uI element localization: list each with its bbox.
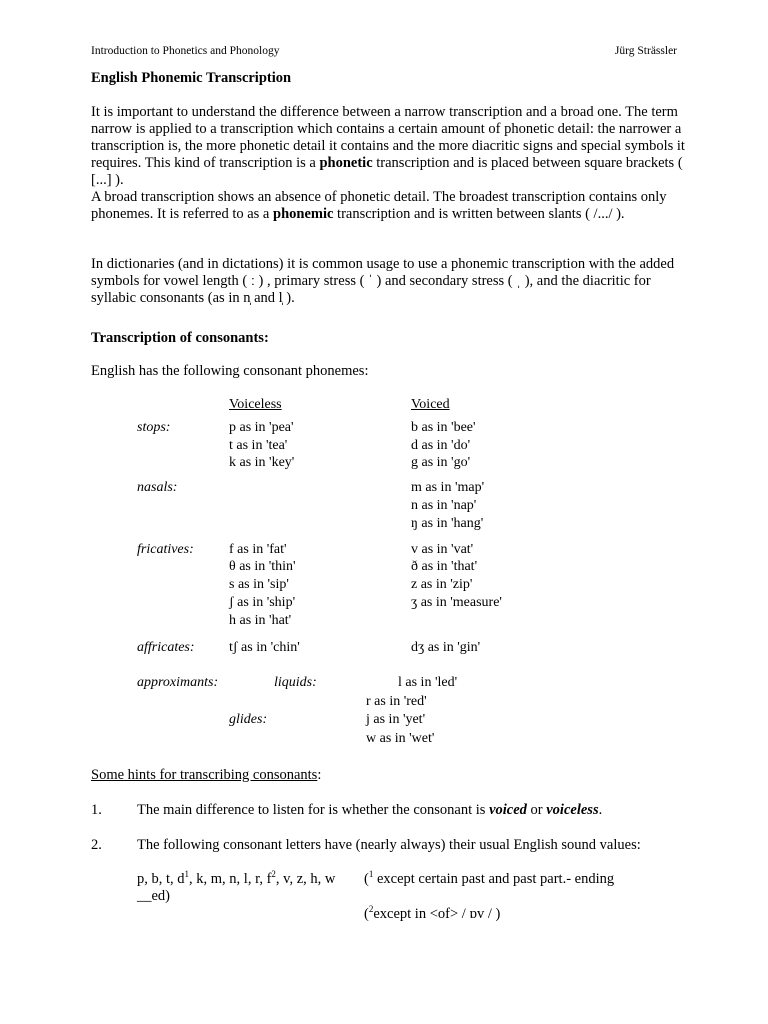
list-item: t as in 'tea' <box>229 438 288 453</box>
voiceless-term: voiceless <box>546 802 599 818</box>
list-item: z as in 'zip' <box>411 577 473 592</box>
list-item: p as in 'pea' <box>229 420 294 435</box>
list-item: k as in 'key' <box>229 455 295 470</box>
hints-heading-text: Some hints for transcribing consonants <box>91 767 318 783</box>
letters-part-a: p, b, t, d <box>137 871 185 887</box>
consonants-lead: English has the following consonant phonemes: <box>91 363 369 379</box>
column-header-voiceless: Voiceless <box>229 397 282 412</box>
list-item: dʒ as in 'gin' <box>411 640 481 655</box>
list-item: s as in 'sip' <box>229 577 289 592</box>
hint-item-2: The following consonant letters have (nearly always) their usual English sound values: <box>137 837 641 853</box>
page-title: English Phonemic Transcription <box>91 70 292 86</box>
phonemic-term: phonemic <box>273 206 334 222</box>
footnote-1 <box>364 871 614 888</box>
intro-text-2b: transcription and is written between slants ( /.../ ). <box>333 206 625 222</box>
hint-number-1: 1. <box>91 802 102 818</box>
intro-text-1a: It is important to understand the difference between a narrow transcription and a broad one. The term narrow is applied to a transcription which contains a certain amount of phonetic detail: the narrower a transcription is, the more phonetic detail it contains and the more diacritic signs and special symbols it requires. This kind of transcription is a <box>91 104 685 171</box>
running-header-right: Jürg Strässler <box>614 45 677 57</box>
letters-part-b: , k, m, n, l, r, f <box>189 871 272 887</box>
footnote-1-text: except certain past and past part.- ending <box>373 871 615 887</box>
voiced-term: voiced <box>489 802 527 818</box>
section-heading-consonants: Transcription of consonants: <box>91 330 269 346</box>
hint-1-text: The main difference to listen for is whether the consonant is <box>137 802 490 818</box>
category-affricates: affricates: <box>137 640 195 655</box>
category-approximants: approximants: <box>137 675 219 690</box>
running-header-left: Introduction to Phonetics and Phonology <box>91 45 280 57</box>
column-header-voiced: Voiced <box>411 397 450 412</box>
footnote-1-sup: 1 <box>368 869 374 879</box>
intro-paragraph-1 <box>91 104 691 223</box>
list-item: ŋ as in 'hang' <box>411 516 484 531</box>
consonant-letter-list <box>137 871 335 888</box>
list-item: ʃ as in 'ship' <box>229 595 296 610</box>
list-item: f as in 'fat' <box>229 542 287 557</box>
intro-text-1b: transcription and is placed between square brackets ( [...] ). <box>91 155 683 188</box>
hint-1-end: . <box>598 802 603 818</box>
footnote-marker-1: 1 <box>184 869 190 879</box>
hints-heading <box>91 767 321 784</box>
footnote-1-continuation: __ed) <box>137 888 171 904</box>
list-item: tʃ as in 'chin' <box>229 640 300 655</box>
list-item: l as in 'led' <box>398 675 458 690</box>
hint-item-1 <box>137 802 602 819</box>
list-item: θ as in 'thin' <box>229 559 296 574</box>
list-item: ʒ as in 'measure' <box>411 595 502 610</box>
letters-part-c: , v, z, h, w <box>275 871 336 887</box>
list-item: n as in 'nap' <box>411 498 477 513</box>
footnote-marker-2: 2 <box>271 869 276 879</box>
list-item: b as in 'bee' <box>411 420 476 435</box>
footnote-2-text: except in <of> / ɒv / ) <box>373 906 501 922</box>
footnote-1-open: ( <box>364 871 369 887</box>
list-item: v as in 'vat' <box>411 542 474 557</box>
list-item: m as in 'map' <box>411 480 485 495</box>
footnote-2-open: ( <box>364 906 369 922</box>
phonetic-term: phonetic <box>319 155 373 171</box>
list-item: j as in 'yet' <box>366 712 426 727</box>
hint-1-or: or <box>526 802 547 818</box>
category-fricatives: fricatives: <box>137 542 194 557</box>
list-item: g as in 'go' <box>411 455 471 470</box>
list-item: r as in 'red' <box>366 694 427 709</box>
category-nasals: nasals: <box>137 480 178 495</box>
category-glides: glides: <box>229 712 268 727</box>
footnote-2 <box>364 906 500 923</box>
list-item: w as in 'wet' <box>366 731 435 746</box>
hints-heading-colon: : <box>317 767 322 783</box>
intro-text-2a: A broad transcription shows an absence of phonetic detail. The broadest transcription contains only phonemes. It is referred to as a <box>91 189 667 222</box>
category-stops: stops: <box>137 420 171 435</box>
list-item: ð as in 'that' <box>411 559 478 574</box>
list-item: d as in 'do' <box>411 438 471 453</box>
hint-number-2: 2. <box>91 837 102 853</box>
category-liquids: liquids: <box>274 675 317 690</box>
list-item: h as in 'hat' <box>229 613 292 628</box>
footnote-2-sup: 2 <box>368 904 374 914</box>
intro-paragraph-3: In dictionaries (and in dictations) it is common usage to use a phonemic transcription with the added symbols for vowel length ( ː ) , primary stress ( ˈ ) and secondary stress ( ˌ ), and the diacritic for syllabic consonants (as in n̩ and l̩ ). <box>91 256 675 306</box>
